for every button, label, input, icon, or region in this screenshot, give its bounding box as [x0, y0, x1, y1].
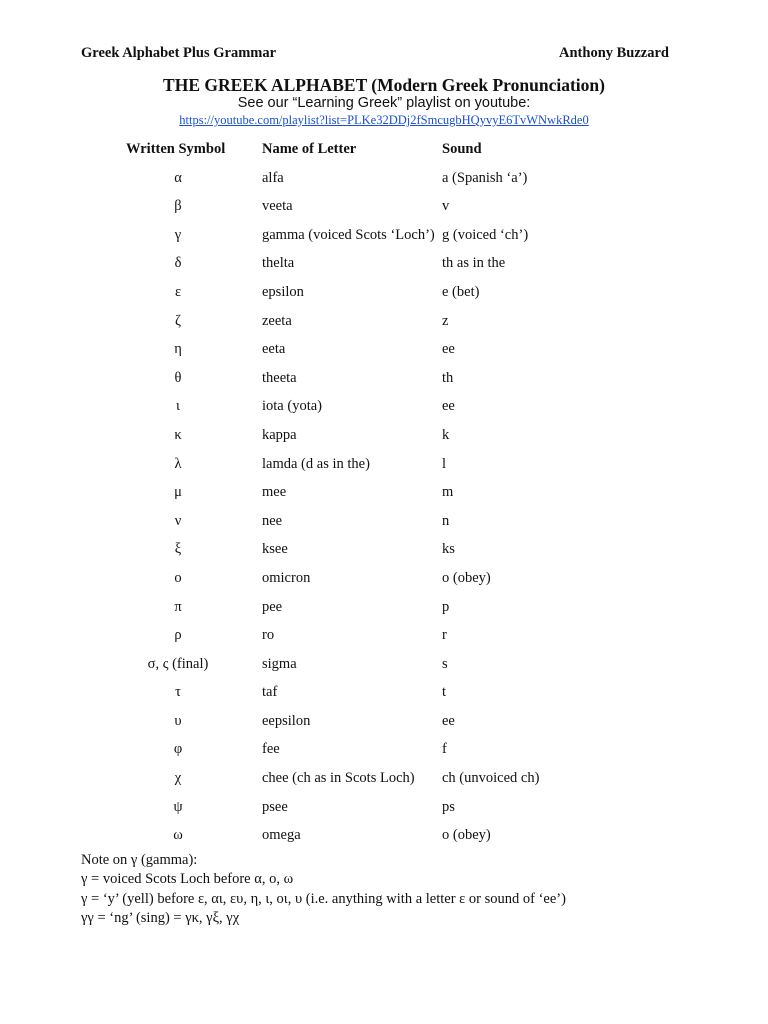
table-row	[0, 335, 768, 364]
letter-sound: v	[442, 198, 450, 215]
table-row	[0, 364, 768, 393]
letter-sound: f	[442, 741, 447, 758]
letter-name: veeta	[262, 198, 293, 215]
table-header-row	[0, 135, 768, 164]
letter-symbol: κ	[174, 426, 182, 443]
table-row	[0, 735, 768, 764]
table-row	[0, 221, 768, 250]
page-title: THE GREEK ALPHABET (Modern Greek Pronunciation)	[163, 75, 605, 95]
letter-sound: a (Spanish ‘a’)	[442, 169, 528, 186]
letter-sound: o (obey)	[442, 827, 491, 844]
letter-symbol: ρ	[174, 627, 182, 644]
letter-symbol: ω	[173, 827, 183, 844]
column-header-sound: Sound	[442, 141, 482, 157]
letter-sound: t	[442, 684, 447, 701]
letter-name: nee	[262, 512, 283, 529]
letter-sound: z	[442, 312, 449, 329]
letter-sound: k	[442, 426, 450, 443]
letter-sound: s	[442, 655, 448, 672]
letter-name: taf	[262, 684, 278, 701]
letter-name: ksee	[262, 541, 288, 558]
youtube-link-line	[0, 113, 768, 128]
table-row	[0, 621, 768, 650]
table-row	[0, 507, 768, 536]
table-row	[0, 821, 768, 850]
letter-symbol: ο	[174, 569, 182, 586]
letter-symbol: π	[174, 598, 182, 615]
letter-sound: o (obey)	[442, 569, 491, 586]
letter-name: thelta	[262, 255, 295, 272]
letter-sound: n	[442, 512, 450, 529]
letter-symbol: ν	[174, 512, 182, 529]
table-row	[0, 678, 768, 707]
letter-name: chee (ch as in Scots Loch)	[262, 770, 415, 787]
letter-sound: p	[442, 598, 450, 615]
table-row	[0, 450, 768, 479]
letter-sound: ee	[442, 398, 455, 415]
letter-symbol: τ	[175, 684, 181, 701]
letter-sound: th	[442, 369, 454, 386]
letter-sound: ee	[442, 341, 455, 358]
letter-sound: ps	[442, 798, 455, 815]
letter-sound: ks	[442, 541, 455, 558]
table-row	[0, 564, 768, 593]
letter-name: ro	[262, 627, 275, 644]
letter-symbol: ε	[174, 283, 182, 300]
table-row	[0, 278, 768, 307]
table-row	[0, 535, 768, 564]
letter-name: lamda (d as in the)	[262, 455, 370, 472]
letter-symbol: μ	[174, 484, 182, 501]
letter-name: omicron	[262, 569, 311, 586]
column-header-symbol: Written Symbol	[126, 141, 226, 157]
letter-symbol: φ	[173, 741, 183, 758]
table-row	[0, 192, 768, 221]
gamma-notes	[81, 851, 701, 929]
youtube-playlist-link[interactable]: https://youtube.com/playlist?list=PLKe32DDj2fSmcugbHQyvyE6TvWNwkRde0	[179, 113, 589, 127]
table-row	[0, 249, 768, 278]
table-row	[0, 478, 768, 507]
letter-name: kappa	[262, 426, 297, 443]
letter-symbol: ψ	[173, 798, 183, 815]
letter-name: omega	[262, 827, 301, 844]
letter-sound: ch (unvoiced ch)	[442, 770, 540, 787]
letter-name: pee	[262, 598, 283, 615]
table-row	[0, 764, 768, 793]
letter-sound: m	[442, 484, 454, 501]
letter-sound: th as in the	[442, 255, 506, 272]
letter-name: zeeta	[262, 312, 292, 329]
letter-symbol: ι	[176, 398, 180, 415]
table-row	[0, 164, 768, 193]
table-row	[0, 307, 768, 336]
table-row	[0, 793, 768, 822]
letter-symbol: δ	[174, 255, 182, 272]
letter-name: psee	[262, 798, 288, 815]
table-row	[0, 650, 768, 679]
letter-symbol: η	[174, 341, 182, 358]
letter-symbol: ζ	[174, 312, 181, 329]
table-row	[0, 707, 768, 736]
column-header-name: Name of Letter	[262, 141, 357, 157]
letter-name: sigma	[262, 655, 297, 672]
header-document-title: Greek Alphabet Plus Grammar	[81, 45, 277, 61]
letter-symbol: β	[174, 198, 182, 215]
letter-symbol: λ	[174, 455, 182, 472]
letter-symbol: υ	[174, 712, 182, 729]
letter-symbol: σ, ς (final)	[147, 655, 209, 672]
table-row	[0, 593, 768, 622]
letter-sound: r	[442, 627, 447, 644]
note-line: γ = ‘y’ (yell) before ε, αι, ευ, η, ι, οι, υ (i.e. anything with a letter ε or sound of ‘ee’)	[81, 890, 566, 907]
letter-symbol: γ	[174, 226, 182, 243]
table-row	[0, 392, 768, 421]
letter-name: fee	[262, 741, 280, 758]
header-author: Anthony Buzzard	[559, 45, 669, 61]
letter-name: theeta	[262, 369, 297, 386]
letter-sound: g (voiced ‘ch’)	[442, 226, 529, 243]
note-line: γ = voiced Scots Loch before α, ο, ω	[81, 871, 294, 888]
letter-symbol: θ	[174, 369, 182, 386]
letter-sound: ee	[442, 712, 455, 729]
table-row	[0, 421, 768, 450]
notes-heading: Note on γ (gamma):	[81, 852, 198, 868]
letter-sound: e (bet)	[442, 283, 480, 300]
letter-symbol: ξ	[174, 541, 182, 558]
page-header	[81, 45, 669, 65]
letter-symbol: α	[174, 169, 182, 186]
letter-name: eeta	[262, 341, 286, 358]
letter-name: eepsilon	[262, 712, 311, 729]
alphabet-table	[0, 135, 768, 850]
letter-name: gamma (voiced Scots ‘Loch’)	[262, 226, 435, 243]
letter-name: mee	[262, 484, 287, 501]
letter-sound: l	[442, 455, 447, 472]
note-line: γγ = ‘ng’ (sing) = γκ, γξ, γχ	[81, 910, 240, 927]
letter-name: epsilon	[262, 283, 304, 300]
playlist-note: See our “Learning Greek” playlist on youtube:	[237, 95, 531, 111]
letter-symbol: χ	[174, 770, 182, 787]
letter-name: alfa	[262, 169, 284, 186]
letter-name: iota (yota)	[262, 398, 322, 415]
